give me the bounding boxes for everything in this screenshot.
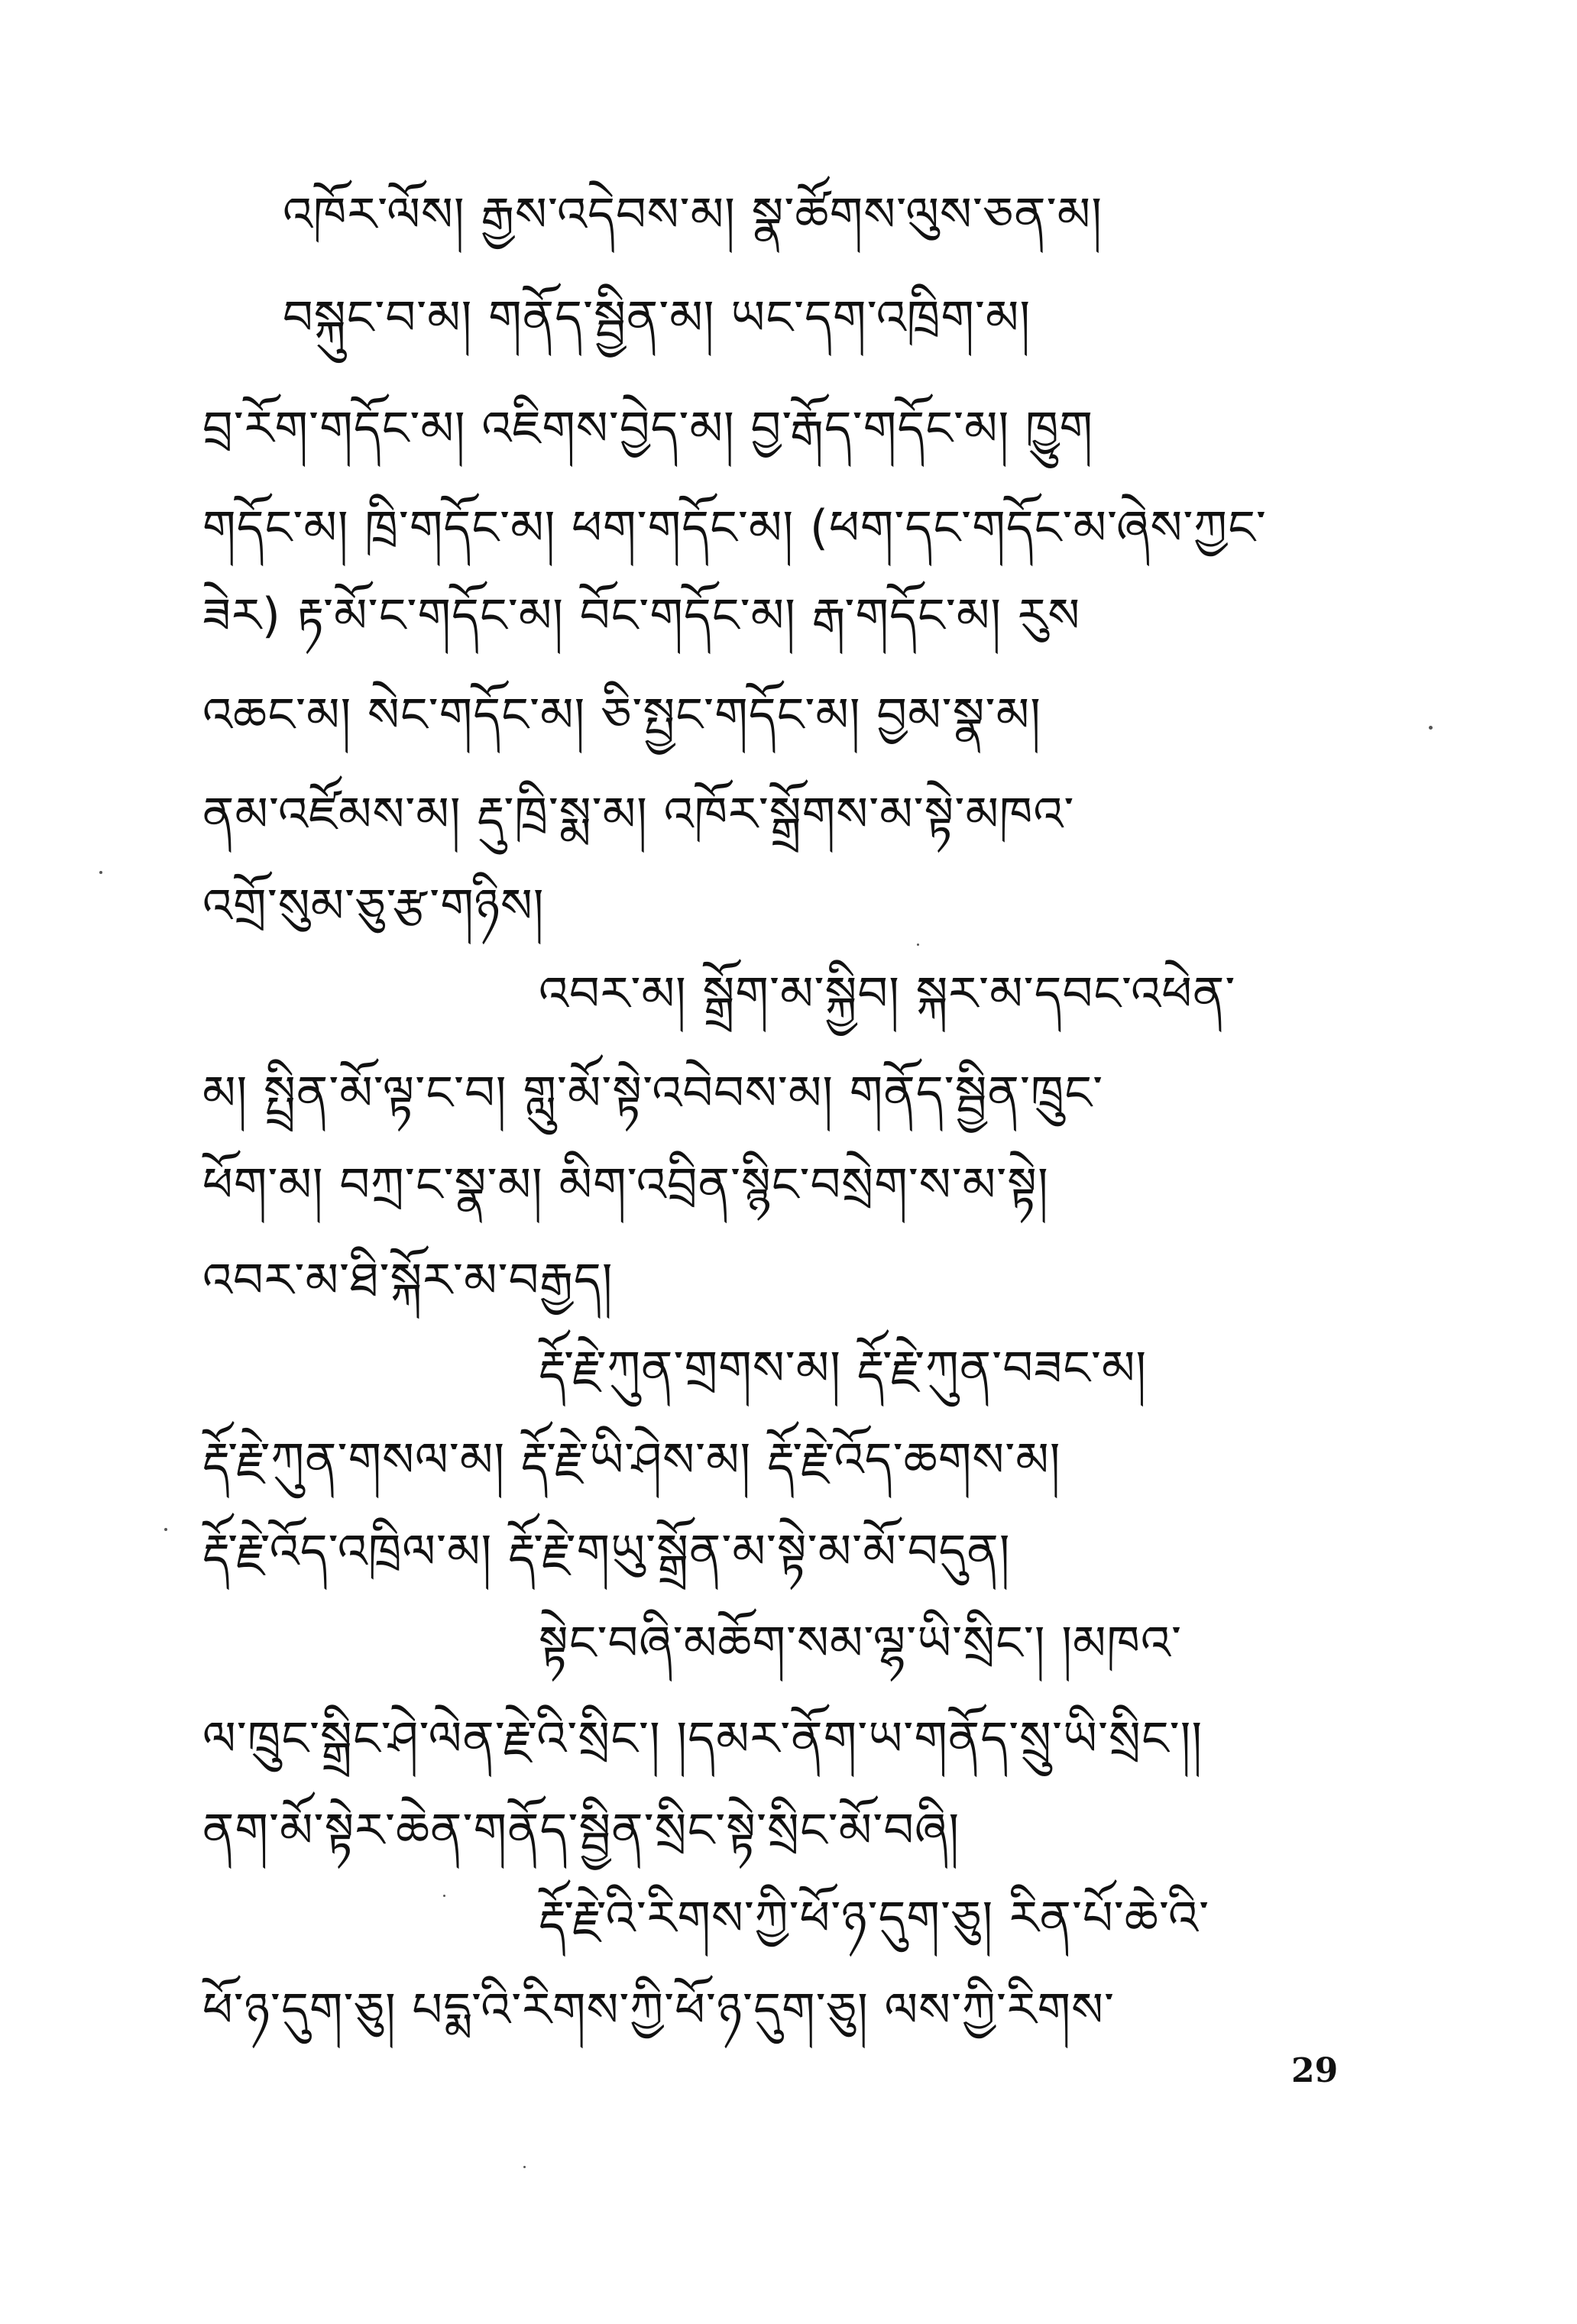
text-line: མ། སྤྲིན་མོ་ལྟ་ང་བ། གླུ་མོ་སྟེ་འབེབས་མ། གནོད་སྦྱིན་ཁྲུང་	[202, 1065, 1104, 1121]
text-line: འགྲོ་སུམ་ཅུ་རྩ་གཉིས།	[202, 878, 545, 934]
text-line: འཁོར་ལོས། རྒྱས་འདེབས་མ། སྣ་ཚོགས་ལུས་ཅན་མ།	[283, 186, 1103, 242]
text-line: རྡོ་རྗེ་འོད་འཁྲིལ་མ། རྡོ་རྗེ་གཡུ་སྒྲོན་མ་སྟེ་མ་མོ་བདུན།	[202, 1523, 1011, 1579]
scan-speck	[1429, 726, 1433, 730]
scan-speck	[443, 1895, 445, 1897]
text-line: འབར་མ། སྒྲོག་མ་སྐྱིབ། སྐར་མ་དབང་འཕེན་	[539, 966, 1236, 1021]
text-line: ནག་མོ་སྟེར་ཆེན་གནོད་སྦྱིན་སྲིང་སྟེ་སྲིང་མོ་བཞི།	[202, 1802, 960, 1858]
text-line: རྡོ་རྗེ་འི་རིགས་ཀྱི་ཕོ་ཉ་དུག་ཅུ། རིན་པོ་ཆེ་འི་	[539, 1890, 1210, 1946]
text-line: གདོང་མ། ཁྲི་གདོང་མ། ཕག་གདོང་མ། (ཕག་དང་གདོང་མ་ཞེས་ཀྱང་	[202, 500, 1267, 555]
text-line: ནམ་འཛོམས་མ། རྡུ་ཁྲི་སྨ་མ། འཁོར་སྒྲོགས་མ་སྟེ་མཁའ་	[202, 786, 1075, 842]
text-line: ཕོ་ཉ་དུག་ཅུ། པདྨ་འི་རིགས་ཀྱི་ཕོ་ཉ་དུག་ཅུ། ལས་ཀྱི་རིགས་	[202, 1982, 1115, 2038]
scan-speck	[917, 944, 919, 946]
text-line: བྲ་རོག་གདོང་མ། འཇིགས་བྱེད་མ། བྱ་རྒོད་གདོང་མ། ཁྱུག	[202, 400, 1094, 456]
page-number: 29	[1291, 2051, 1339, 2090]
text-line: ཕོག་མ། བཀྲ་ང་སྣ་མ། མིག་འབྲིན་སྙིང་བསྲེག་ས་མ་སྟེ།	[202, 1157, 1049, 1212]
scan-speck	[523, 2166, 526, 2168]
text-line: འབར་མ་ཐི་སྐོར་མ་བརྒྱད།	[202, 1252, 614, 1308]
text-line: ཟེར) རྟ་མོ་ང་གདོང་མ། བོང་གདོང་མ། རྒ་གདོང་མ། རུས	[202, 587, 1081, 643]
text-line: རྡོ་རྗེ་ཀུན་གསལ་མ། རྡོ་རྗེ་ཡི་ཤེས་མ། རྡོ་རྗེ་འོད་ཆགས་མ།	[202, 1432, 1061, 1487]
text-line: འཆང་མ། སེང་གདོང་མ། ཅི་སྤྱང་གདོང་མ། བྱམ་སྣ་མ།	[202, 687, 1041, 743]
text-line: བསྐུང་བ་མ། གནོད་སྦྱིན་མ། ཡང་དག་འཁྲིག་མ།	[283, 290, 1031, 345]
scan-speck	[99, 871, 102, 874]
text-line: ལ་ཁྲུང་སྒྲིང་ཤེ་ལེན་རྗེ་འི་སྲིང་། །དམར་ནོག་ཡ་གནོད་སྲུ་ཡི་སྲིང་།།	[202, 1711, 1203, 1766]
text-line: སྟེང་བཞི་མཆོག་སམ་ལྷ་ཡི་སྲིང་། །མཁའ་	[539, 1615, 1182, 1671]
scan-speck	[164, 1528, 167, 1531]
text-line: རྡོ་རྗེ་ཀུན་གྲགས་མ། རྡོ་རྗེ་ཀུན་བཟང་མ།	[539, 1340, 1148, 1396]
